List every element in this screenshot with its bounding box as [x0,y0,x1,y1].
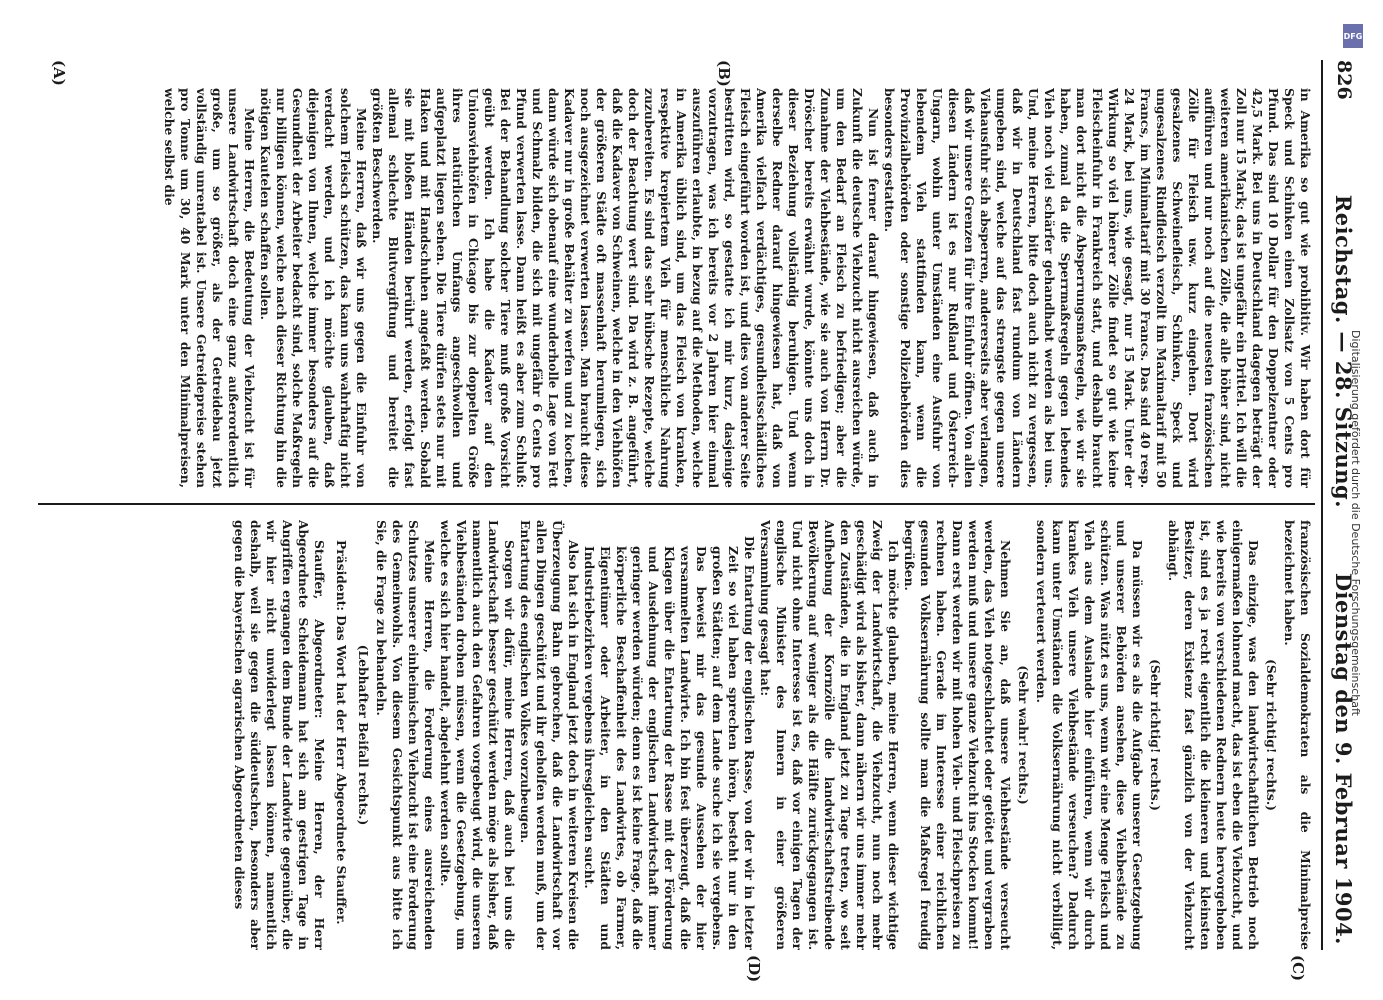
session-title: Reichstag. — 28. Sitzung. [1331,194,1357,509]
interjection: (Sehr wahr! rechts.) [1016,665,1031,805]
right-paragraph: Ich möchte glauben, meine Herren, wenn dieser wichtige Zweig der Landwirtschaft, die Viehzucht, nun noch mehr geschädigt wird als bisher, dann nähern wir uns immer mehr den Zuständen, die in England jetzt zu Tage treten, wo seit Aufhebung der Kornzölle die landwirtschaftstreibende Bevölkerung auf weniger als die Hälfte zurückgegangen ist. Und nicht ohne Interesse ist es, daß vor einigen Tagen der englische Minister des Innern in einer größeren Versammlung gesagt hat: [758,520,901,950]
column-divider [38,503,1315,505]
digitization-credit: Digitalisierung gefördert durch die Deutsche Forschungsgemeinschaft [1349,330,1362,716]
left-paragraph: Meine Herren, daß wir uns gegen die Einfuhr von solchem Fleisch schützen, das kann uns wahrhaftig nicht verdacht werden, und ich möchte glauben, daß diejenigen von Ihnen, welche immer besonders auf die Gesundheit der Arbeiter bedacht sind, solche Maßregeln nur billigen können, welche nach dieser Richtung hin die nötigen Kautelen schaffen sollen. [258,88,369,488]
right-paragraph: Das einzige, was den landwirtschaftlichen Betrieb noch einigermaßen lohnend macht, das ist eben die Viehzucht, und wie bereits von verschiedenen Rednern heute hervorgehoben ist, sind es ja recht eigentlich die kleineren und kleinsten Besitzer, deren Existenz fast gänzlich von der Viehzucht abhängt. [1166,520,1261,950]
interjection: (Lebhafter Beifall rechts.) [356,644,371,826]
interjection: (Sehr richtig! rechts.) [1264,659,1279,811]
interjection: (Sehr richtig! rechts.) [1148,659,1163,811]
margin-mark-b: (B) [715,60,733,87]
right-paragraph: Nehmen Sie an, daß unsere Viehbestände verseucht werden, das Vieh notgeschlachtet oder getötet und vergraben werden muß und unsere ganze Viehzucht ins Stocken kommt! Dann erst werden wir mit hohen Vieh- und Fleischpreisen zu rechnen haben. Gerade im Interesse einer reichlichen gesunden Volksernährung sollte man die Maßregel freudig begrüßen. [902,520,1013,950]
right-paragraph: französischen Sozialdemokraten als die Minimalpreise bezeichnet haben. [1282,520,1313,950]
left-paragraph: Meine Herren, die Bedeutung der Viehzucht ist für unsere Landwirtschaft doch eine ganz außerordentlich große, um so größer, als der Getreidebau jetzt vollständig unrentabel ist. Unsere Getreidepreise stehen pro Tonne um 30, 40 Mark unter den Minimalpreisen, welche selbst die [162,88,257,488]
session-date: Dienstag den 9. Februar 1904. [1331,572,1357,945]
right-paragraph: Da müssen wir es als die Aufgabe unserer Gesetzgebung und unserer Behörden ansehen, diese Viehbestände zu schützen. Was nützt es uns, wenn wir eine Menge Fleisch und Vieh aus dem Auslande hier einführen, wenn wir durch krankes Vieh unsere Viehbestände verseuchen? Dadurch kann unter Umständen die Volksernährung nicht verbilligt, sondern verteuert werden. [1034,520,1145,950]
dfg-logo: DFG [1343,24,1363,48]
right-paragraph: Also hat sich in England jetzt doch in weiteren Kreisen die Überzeugung Bahn gebrochen, daß die Landwirtschaft vor allen Dingen geschützt und ihr geholfen werden muß, um der Entartung des englischen Volkes vorzubeugen. [518,520,581,950]
speaker-paragraph: Präsident: Das Wort hat der Herr Abgeordnete Stauffer. [334,540,349,925]
header-rule [1321,60,1323,950]
margin-mark-c: (C) [1289,955,1307,982]
digitization-sidebar [1343,24,1363,976]
page-number: 826 [1333,60,1355,100]
speaker-paragraph: Stauffer, Abgeordneter: Meine Herren, der Herr Abgeordnete Scheidemann hat sich am gestrigen Tage in Angriffen ergangen dem Bunde der Landwirte gegenüber, die wir hier nicht unwiderlegt lassen können, namentlich deshalb, weil sie gegen die süddeutschen, besonders aber gegen die bayerischen agrarischen Abgeordneten dieses [232,520,327,950]
margin-mark-d: (D) [745,955,763,983]
right-paragraph: Meine Herren, die Forderung eines ausreichenden Schutzes unserer einheimischen Viehzucht ist eine Forderung des Gemeinwohls. Von diesem Gesichtspunkt aus bitte ich Sie, die Frage zu behandeln. [374,520,437,950]
left-paragraph: in Amerika so gut wie prohibitiv. Wir haben dort für Speck und Schinken einen Zollsatz von 5 Cents pro Pfund. Das sind 10 Dollar für den Doppelzentner oder 42,5 Mark. Bei uns in Deutschland dagegen beträgt der Zoll nur 15 Mark; das ist ungefähr ein Drittel. Ich will die weiteren amerikanischen Zölle, die alle höher sind, nicht aufführen und nur noch auf die neuesten französischen Zölle für Fleisch usw. kurz eingehen. Dort wird gesalzenes Schweinefleisch, Schinken, Speck und ungesalzenes Rindfleisch verzollt im Maximaltarif mit 50 Francs, im Minimaltarif mit 30 Francs. Das sind 40 resp. 24 Mark, bei uns, wie gesagt, nur 15 Mark. Unter der Wirkung so viel höherer Zölle findet so gut wie keine Fleischeinfuhr in Frankreich statt, und deshalb braucht man dort nicht die Absperrungsmaßregeln, wie wir sie haben, zumal da die Sperrmaßregeln gegen lebendes Vieh noch viel schärfer gehandhabt werden als bei uns. Und, meine Herren, bitte doch auch nicht zu vergessen, daß wir in Deutschland fast rundum von Ländern umgeben sind, welche auf das strengste gegen unsere Viehausfuhr sich absperren, andererseits aber verlangen, daß wir unsere Grenzen für ihre Einfuhr öffnen. Von allen diesen Ländern ist es nur Rußland und Österreich-Ungarn, wohin unter Umständen eine Ausfuhr von lebendem Vieh stattfinden kann, wenn die Provinzialbehörden oder sonstige Polizeibehörden dies besonders gestatten. [882,88,1313,488]
right-paragraph: Sorgen wir dafür, meine Herren, daß auch bei uns die Landwirtschaft besser geschützt werden möge als bisher, daß namentlich auch den Gefahren vorgebeugt wird, die unseren Viehbeständen drohen müssen, wenn die Gesetzgebung, um welche es sich hier handelt, abgelehnt werden sollte. [438,520,517,950]
right-column [40,520,1313,950]
quotation: Die Entartung der englischen Rasse, von der wir in letzter Zeit so viel haben sprechen hören, besteht nur in den großen Städten; auf dem Lande suche ich sie vergebens. Das beweist mir das gesunde Aussehen der hier versammelten Landwirte. Ich bin fest überzeugt, daß die Klagen über die Entartung der Rasse mit der Förderung und Ausdehnung der englischen Landwirtschaft immer geringer werden würden; denn es ist keine Frage, daß die körperliche Beschaffenheit des Landwirtes, ob Farmer, Eigentümer oder Arbeiter, in den Städten und Industriebezirken vergebens ihresgleichen sucht. [582,536,757,950]
margin-mark-a: (A) [50,60,68,86]
left-column [40,88,1313,488]
left-paragraph: Nun ist ferner darauf hingewiesen, daß auch in Zukunft die deutsche Viehzucht nicht ausreichen würde, um den Bedarf an Fleisch zu befriedigen; aber die Zunahme der Viehbestände, wie sie auch von Herrn Dr. Dröscher bereits erwähnt wurde, könnte uns doch in dieser Beziehung vollständig beruhigen. Und wenn derselbe Redner darauf hingewiesen hat, daß von Amerika vielfach verdächtiges, gesundheitsschädliches Fleisch eingeführt worden ist, und dies von anderer Seite bestritten wird, so gestatte ich mir kurz, dasjenige vorzutragen, was ich bereits vor 2 Jahren hier einmal auszuführen erlaubte, in bezug auf die Methoden, welche in Amerika üblich sind, um das Fleisch von kranken, respektive krepiertem Vieh für menschliche Nahrung zuzubereiten. Es sind das sehr hübsche Rezepte, welche doch der Beachtung wert sind. Da wird z. B. angeführt, daß die Kadaver von Schweinen, welche in den Viehhöfen der größeren Städte oft massenhaft herumliegen, sich noch ausgezeichnet verwerten lassen. Man braucht diese Kadaver nur in große Behälter zu werfen und zu kochen, dann würde sich obenauf eine wunderholle Lage von Fett und Schmalz bilden, die sich mit ungefähr 6 Cents pro Pfund verwerten lasse. Dann heißt es aber zum Schluß: Bei der Behandlung solcher Tiere muß große Vorsicht geübt werden. Ich habe die Kadaver auf den Unionsviehhöfen in Chicago bis zur doppelten Größe ihres natürlichen Umfangs angeschwollen und aufgeplatzt liegen sehen. Die Tiere dürfen stets nur mit Haken und mit Handschuhen angefaßt werden. Sobald sie mit bloßen Händen berührt werden, erfolgt fast allemal schlechte Blutvergiftung und bereitet die größten Beschwerden. [370,88,881,488]
